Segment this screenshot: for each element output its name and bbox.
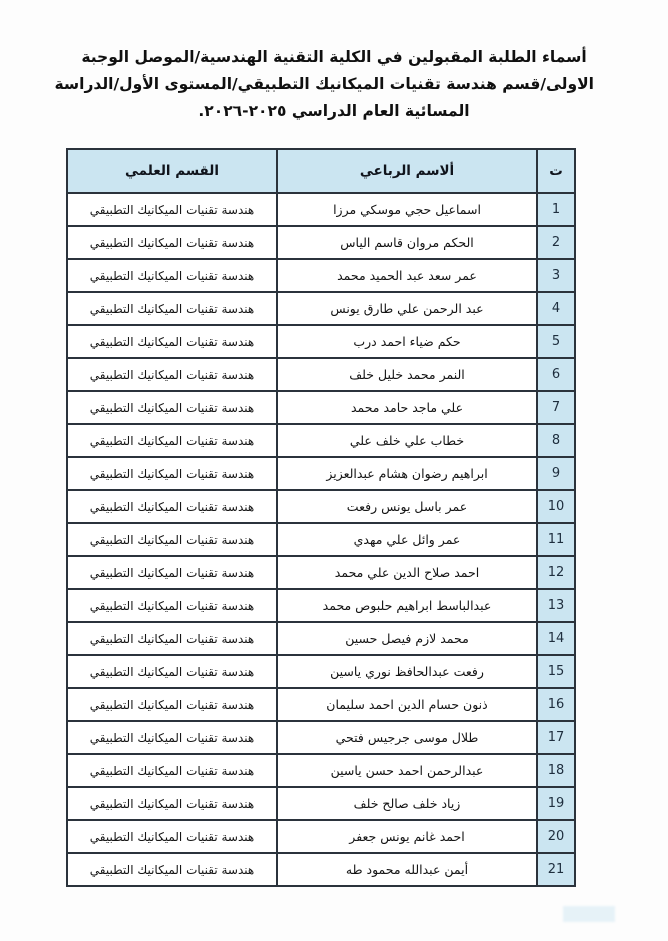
row-number-cell: 19 [537,787,575,820]
department-cell: هندسة تقنيات الميكانيك التطبيقي [67,358,277,391]
department-cell: هندسة تقنيات الميكانيك التطبيقي [67,325,277,358]
department-cell: هندسة تقنيات الميكانيك التطبيقي [67,226,277,259]
department-cell: هندسة تقنيات الميكانيك التطبيقي [67,754,277,787]
row-number-cell: 13 [537,589,575,622]
student-name-cell: حكم ضياء احمد درب [277,325,537,358]
table-row [67,721,575,754]
student-name-cell: الحكم مروان قاسم الياس [277,226,537,259]
table-row [67,754,575,787]
document-title-line-3: المسائية العام الدراسي ٢٠٢٥-٢٠٢٦. [198,102,470,120]
table-row [67,853,575,886]
student-name-cell: النمر محمد خليل خلف [277,358,537,391]
table-row [67,787,575,820]
column-header-index: ت [537,149,575,193]
row-number-cell: 14 [537,622,575,655]
row-number-cell: 17 [537,721,575,754]
row-number-cell: 21 [537,853,575,886]
table-row [67,523,575,556]
row-number-cell: 12 [537,556,575,589]
table-row [67,259,575,292]
department-cell: هندسة تقنيات الميكانيك التطبيقي [67,655,277,688]
department-cell: هندسة تقنيات الميكانيك التطبيقي [67,424,277,457]
table-row [67,688,575,721]
department-cell: هندسة تقنيات الميكانيك التطبيقي [67,292,277,325]
row-number-cell: 16 [537,688,575,721]
department-cell: هندسة تقنيات الميكانيك التطبيقي [67,820,277,853]
row-number-cell: 7 [537,391,575,424]
department-cell: هندسة تقنيات الميكانيك التطبيقي [67,787,277,820]
department-cell: هندسة تقنيات الميكانيك التطبيقي [67,259,277,292]
row-number-cell: 9 [537,457,575,490]
department-cell: هندسة تقنيات الميكانيك التطبيقي [67,490,277,523]
row-number-cell: 8 [537,424,575,457]
table-row [67,391,575,424]
row-number-cell: 5 [537,325,575,358]
row-number-cell: 10 [537,490,575,523]
student-name-cell: رفعت عبدالحافظ نوري ياسين [277,655,537,688]
row-number-cell: 15 [537,655,575,688]
department-cell: هندسة تقنيات الميكانيك التطبيقي [67,556,277,589]
row-number-cell: 6 [537,358,575,391]
row-number-cell: 1 [537,193,575,226]
department-cell: هندسة تقنيات الميكانيك التطبيقي [67,457,277,490]
student-name-cell: طلال موسى جرجيس فتحي [277,721,537,754]
table-row [67,556,575,589]
row-number-cell: 2 [537,226,575,259]
student-name-cell: احمد صلاح الدين علي محمد [277,556,537,589]
department-cell: هندسة تقنيات الميكانيك التطبيقي [67,589,277,622]
student-name-cell: عبدالرحمن احمد حسن ياسين [277,754,537,787]
table-row [67,589,575,622]
column-header-name: ألاسم الرباعي [277,149,537,193]
student-name-cell: علي ماجد حامد محمد [277,391,537,424]
table-row [67,622,575,655]
table-row [67,325,575,358]
student-name-cell: ذنون حسام الدين احمد سليمان [277,688,537,721]
row-number-cell: 18 [537,754,575,787]
student-name-cell: احمد غانم يونس جعفر [277,820,537,853]
student-name-cell: خطاب علي خلف علي [277,424,537,457]
student-name-cell: ابراهيم رضوان هشام عبدالعزيز [277,457,537,490]
table-row [67,655,575,688]
table-row [67,424,575,457]
table-header-row [67,149,575,193]
document-title-line-1: أسماء الطلبة المقبولين في الكلية التقنية الهندسية/الموصل الوجبة [81,48,587,66]
student-name-cell: عمر وائل علي مهدي [277,523,537,556]
document-title-line-2: الاولى/قسم هندسة تقنيات الميكانيك التطبيقي/المستوى الأول/الدراسة [54,75,594,93]
department-cell: هندسة تقنيات الميكانيك التطبيقي [67,523,277,556]
accepted-students-table [66,148,576,887]
department-cell: هندسة تقنيات الميكانيك التطبيقي [67,193,277,226]
student-name-cell: أيمن عبدالله محمود طه [277,853,537,886]
table-row [67,226,575,259]
document-title [54,44,594,125]
table-row [67,193,575,226]
row-number-cell: 4 [537,292,575,325]
student-name-cell: عمر سعد عبد الحميد محمد [277,259,537,292]
table-row [67,358,575,391]
table-row [67,457,575,490]
row-number-cell: 11 [537,523,575,556]
row-number-cell: 20 [537,820,575,853]
table-row [67,292,575,325]
student-name-cell: عبد الرحمن علي طارق يونس [277,292,537,325]
student-name-cell: اسماعيل حجي موسكي مرزا [277,193,537,226]
table-body [67,193,575,886]
student-name-cell: محمد لازم فيصل حسين [277,622,537,655]
table-row [67,820,575,853]
department-cell: هندسة تقنيات الميكانيك التطبيقي [67,622,277,655]
table-row [67,490,575,523]
scan-artifact [563,906,615,922]
student-name-cell: عمر باسل يونس رفعت [277,490,537,523]
row-number-cell: 3 [537,259,575,292]
department-cell: هندسة تقنيات الميكانيك التطبيقي [67,853,277,886]
department-cell: هندسة تقنيات الميكانيك التطبيقي [67,721,277,754]
student-name-cell: عبدالباسط ابراهيم حلبوص محمد [277,589,537,622]
student-name-cell: زياد خلف صالح خلف [277,787,537,820]
column-header-department: القسم العلمي [67,149,277,193]
department-cell: هندسة تقنيات الميكانيك التطبيقي [67,688,277,721]
department-cell: هندسة تقنيات الميكانيك التطبيقي [67,391,277,424]
